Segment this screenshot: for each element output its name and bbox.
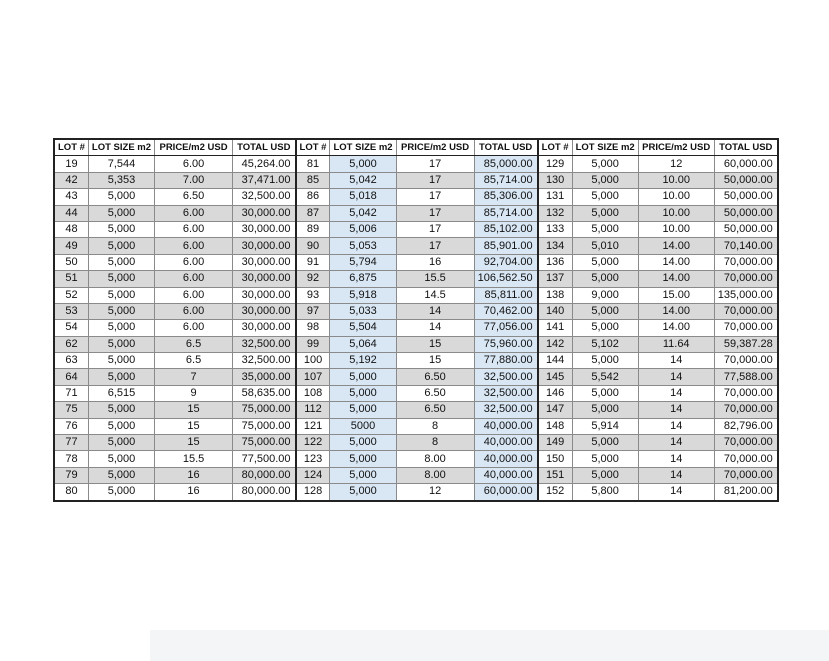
table-row [54, 369, 778, 385]
lot-number-cell: 138 [538, 287, 572, 303]
price-cell: 16 [155, 467, 233, 483]
price-cell: 10.00 [638, 189, 714, 205]
lot-size-cell: 5,000 [572, 156, 638, 172]
total-cell: 70,000.00 [714, 271, 778, 287]
lot-size-cell: 5000 [330, 418, 396, 434]
lot-number-cell: 99 [296, 336, 330, 352]
total-cell: 85,901.00 [474, 238, 538, 254]
price-cell: 14 [638, 484, 714, 501]
price-cell: 9 [155, 385, 233, 401]
total-cell: 106,562.50 [474, 271, 538, 287]
lot-number-cell: 134 [538, 238, 572, 254]
price-cell: 14 [638, 467, 714, 483]
lot-size-cell: 5,000 [88, 254, 154, 270]
price-cell: 17 [396, 189, 474, 205]
price-cell: 14 [638, 353, 714, 369]
table-row [54, 467, 778, 483]
table-row [54, 156, 778, 172]
lot-size-cell: 5,914 [572, 418, 638, 434]
price-cell: 14 [638, 451, 714, 467]
total-cell: 70,462.00 [474, 303, 538, 319]
total-cell: 40,000.00 [474, 435, 538, 451]
total-cell: 70,000.00 [714, 467, 778, 483]
lot-number-cell: 140 [538, 303, 572, 319]
total-cell: 32,500.00 [474, 369, 538, 385]
price-cell: 17 [396, 156, 474, 172]
total-cell: 75,000.00 [233, 402, 296, 418]
total-cell: 30,000.00 [233, 303, 296, 319]
lot-number-cell: 62 [54, 336, 88, 352]
lot-size-cell: 5,000 [330, 467, 396, 483]
table-row [54, 221, 778, 237]
lot-size-cell: 5,000 [88, 467, 154, 483]
total-cell: 30,000.00 [233, 221, 296, 237]
lot-size-cell: 5,000 [88, 435, 154, 451]
price-cell: 6.50 [155, 189, 233, 205]
lot-number-cell: 81 [296, 156, 330, 172]
price-cell: 17 [396, 238, 474, 254]
lot-number-cell: 42 [54, 172, 88, 188]
price-cell: 11.64 [638, 336, 714, 352]
table-row [54, 189, 778, 205]
total-cell: 70,000.00 [714, 254, 778, 270]
lot-number-cell: 93 [296, 287, 330, 303]
lot-size-cell: 5,042 [330, 172, 396, 188]
total-cell: 135,000.00 [714, 287, 778, 303]
lot-number-cell: 44 [54, 205, 88, 221]
header-total: TOTAL USD [474, 139, 538, 156]
lot-size-cell: 5,918 [330, 287, 396, 303]
lot-size-cell: 5,794 [330, 254, 396, 270]
table-row [54, 303, 778, 319]
lot-size-cell: 5,000 [88, 238, 154, 254]
price-cell: 15 [155, 402, 233, 418]
price-cell: 6.50 [396, 402, 474, 418]
lot-size-cell: 5,000 [572, 172, 638, 188]
total-cell: 75,000.00 [233, 435, 296, 451]
total-cell: 70,000.00 [714, 435, 778, 451]
total-cell: 85,102.00 [474, 221, 538, 237]
lot-size-cell: 5,000 [330, 451, 396, 467]
price-cell: 15 [396, 336, 474, 352]
lot-size-cell: 6,875 [330, 271, 396, 287]
lot-number-cell: 107 [296, 369, 330, 385]
total-cell: 50,000.00 [714, 172, 778, 188]
price-cell: 14 [638, 385, 714, 401]
lot-number-cell: 78 [54, 451, 88, 467]
price-cell: 14.00 [638, 320, 714, 336]
lot-number-cell: 50 [54, 254, 88, 270]
total-cell: 70,000.00 [714, 385, 778, 401]
lot-size-cell: 5,000 [88, 369, 154, 385]
lot-number-cell: 128 [296, 484, 330, 501]
lot-number-cell: 52 [54, 287, 88, 303]
price-cell: 14 [396, 303, 474, 319]
price-cell: 6.50 [396, 385, 474, 401]
lot-number-cell: 87 [296, 205, 330, 221]
lot-number-cell: 145 [538, 369, 572, 385]
total-cell: 85,000.00 [474, 156, 538, 172]
lot-size-cell: 5,000 [572, 320, 638, 336]
header-lot: LOT # [54, 139, 88, 156]
lot-number-cell: 77 [54, 435, 88, 451]
lot-number-cell: 100 [296, 353, 330, 369]
lot-size-cell: 5,000 [572, 303, 638, 319]
total-cell: 30,000.00 [233, 320, 296, 336]
lot-size-cell: 5,000 [88, 353, 154, 369]
lot-size-cell: 5,000 [572, 221, 638, 237]
lot-size-cell: 5,000 [88, 320, 154, 336]
price-cell: 15 [396, 353, 474, 369]
header-lot-size: LOT SIZE m2 [572, 139, 638, 156]
lot-size-cell: 6,515 [88, 385, 154, 401]
total-cell: 35,000.00 [233, 369, 296, 385]
lot-size-cell: 5,000 [330, 435, 396, 451]
price-cell: 14 [638, 435, 714, 451]
header-lot-size: LOT SIZE m2 [330, 139, 396, 156]
lot-number-cell: 148 [538, 418, 572, 434]
total-cell: 60,000.00 [474, 484, 538, 501]
lot-number-cell: 149 [538, 435, 572, 451]
price-cell: 7.00 [155, 172, 233, 188]
lot-number-cell: 53 [54, 303, 88, 319]
lot-number-cell: 150 [538, 451, 572, 467]
price-cell: 8.00 [396, 451, 474, 467]
price-cell: 14.5 [396, 287, 474, 303]
price-cell: 15.5 [396, 271, 474, 287]
total-cell: 50,000.00 [714, 189, 778, 205]
lot-size-cell: 5,000 [330, 385, 396, 401]
lot-number-cell: 151 [538, 467, 572, 483]
total-cell: 70,000.00 [714, 451, 778, 467]
lot-size-cell: 5,033 [330, 303, 396, 319]
lot-size-cell: 5,000 [330, 402, 396, 418]
lot-size-cell: 5,000 [88, 336, 154, 352]
price-cell: 14 [638, 402, 714, 418]
total-cell: 30,000.00 [233, 205, 296, 221]
price-cell: 10.00 [638, 205, 714, 221]
lot-size-cell: 5,018 [330, 189, 396, 205]
price-cell: 6.00 [155, 271, 233, 287]
price-cell: 6.50 [396, 369, 474, 385]
price-cell: 16 [396, 254, 474, 270]
total-cell: 58,635.00 [233, 385, 296, 401]
price-cell: 6.00 [155, 156, 233, 172]
lot-size-cell: 5,000 [88, 402, 154, 418]
price-cell: 6.5 [155, 336, 233, 352]
lot-number-cell: 85 [296, 172, 330, 188]
lot-size-cell: 5,102 [572, 336, 638, 352]
price-cell: 6.00 [155, 287, 233, 303]
lot-size-cell: 5,000 [572, 451, 638, 467]
lot-size-cell: 5,000 [88, 205, 154, 221]
lot-number-cell: 76 [54, 418, 88, 434]
lot-size-cell: 9,000 [572, 287, 638, 303]
price-cell: 15.00 [638, 287, 714, 303]
lot-number-cell: 144 [538, 353, 572, 369]
lot-number-cell: 86 [296, 189, 330, 205]
price-cell: 15 [155, 435, 233, 451]
total-cell: 45,264.00 [233, 156, 296, 172]
total-cell: 40,000.00 [474, 418, 538, 434]
header-total: TOTAL USD [233, 139, 296, 156]
total-cell: 50,000.00 [714, 205, 778, 221]
price-cell: 10.00 [638, 172, 714, 188]
table-row [54, 320, 778, 336]
total-cell: 80,000.00 [233, 467, 296, 483]
lot-number-cell: 137 [538, 271, 572, 287]
header-lot: LOT # [538, 139, 572, 156]
total-cell: 77,880.00 [474, 353, 538, 369]
lot-number-cell: 92 [296, 271, 330, 287]
table-body [54, 156, 778, 501]
lot-size-cell: 5,000 [330, 484, 396, 501]
price-cell: 16 [155, 484, 233, 501]
lot-size-cell: 5,000 [572, 205, 638, 221]
total-cell: 77,500.00 [233, 451, 296, 467]
price-cell: 6.5 [155, 353, 233, 369]
total-cell: 70,000.00 [714, 320, 778, 336]
lot-number-cell: 97 [296, 303, 330, 319]
lot-price-table [53, 138, 779, 502]
lot-size-cell: 5,800 [572, 484, 638, 501]
lot-size-cell: 5,504 [330, 320, 396, 336]
price-cell: 6.00 [155, 238, 233, 254]
lot-size-cell: 5,000 [330, 156, 396, 172]
price-cell: 6.00 [155, 320, 233, 336]
lot-number-cell: 63 [54, 353, 88, 369]
lot-number-cell: 108 [296, 385, 330, 401]
lot-number-cell: 129 [538, 156, 572, 172]
table-row [54, 336, 778, 352]
total-cell: 80,000.00 [233, 484, 296, 501]
total-cell: 30,000.00 [233, 238, 296, 254]
table-row [54, 402, 778, 418]
total-cell: 81,200.00 [714, 484, 778, 501]
lot-number-cell: 71 [54, 385, 88, 401]
lot-number-cell: 147 [538, 402, 572, 418]
table-row [54, 353, 778, 369]
total-cell: 70,000.00 [714, 353, 778, 369]
price-cell: 14.00 [638, 303, 714, 319]
table-row [54, 385, 778, 401]
lot-size-cell: 5,000 [88, 287, 154, 303]
total-cell: 32,500.00 [474, 385, 538, 401]
total-cell: 75,960.00 [474, 336, 538, 352]
lot-number-cell: 51 [54, 271, 88, 287]
table-row [54, 435, 778, 451]
lot-size-cell: 7,544 [88, 156, 154, 172]
lot-number-cell: 80 [54, 484, 88, 501]
lot-number-cell: 90 [296, 238, 330, 254]
total-cell: 85,714.00 [474, 205, 538, 221]
price-cell: 7 [155, 369, 233, 385]
total-cell: 85,306.00 [474, 189, 538, 205]
price-cell: 14 [638, 369, 714, 385]
total-cell: 77,056.00 [474, 320, 538, 336]
lot-number-cell: 75 [54, 402, 88, 418]
total-cell: 30,000.00 [233, 271, 296, 287]
lot-number-cell: 64 [54, 369, 88, 385]
lot-number-cell: 98 [296, 320, 330, 336]
header-total: TOTAL USD [714, 139, 778, 156]
lot-size-cell: 5,000 [572, 271, 638, 287]
price-cell: 17 [396, 221, 474, 237]
lot-size-cell: 5,000 [88, 189, 154, 205]
lot-number-cell: 49 [54, 238, 88, 254]
lot-size-cell: 5,010 [572, 238, 638, 254]
lot-size-cell: 5,000 [572, 385, 638, 401]
lot-size-cell: 5,000 [572, 402, 638, 418]
lot-number-cell: 91 [296, 254, 330, 270]
table-row [54, 484, 778, 501]
lot-number-cell: 48 [54, 221, 88, 237]
table-row [54, 254, 778, 270]
table-row [54, 418, 778, 434]
price-cell: 17 [396, 172, 474, 188]
price-cell: 14.00 [638, 238, 714, 254]
total-cell: 70,000.00 [714, 303, 778, 319]
lot-size-cell: 5,000 [572, 254, 638, 270]
price-cell: 12 [396, 484, 474, 501]
price-cell: 12 [638, 156, 714, 172]
lot-number-cell: 54 [54, 320, 88, 336]
total-cell: 70,140.00 [714, 238, 778, 254]
lot-number-cell: 122 [296, 435, 330, 451]
lot-size-cell: 5,000 [88, 221, 154, 237]
total-cell: 85,714.00 [474, 172, 538, 188]
lot-number-cell: 132 [538, 205, 572, 221]
total-cell: 30,000.00 [233, 254, 296, 270]
total-cell: 32,500.00 [233, 353, 296, 369]
lot-size-cell: 5,000 [330, 369, 396, 385]
total-cell: 60,000.00 [714, 156, 778, 172]
lot-number-cell: 124 [296, 467, 330, 483]
lot-number-cell: 136 [538, 254, 572, 270]
price-cell: 8 [396, 418, 474, 434]
price-cell: 14 [396, 320, 474, 336]
table-row [54, 205, 778, 221]
table-row [54, 287, 778, 303]
price-cell: 17 [396, 205, 474, 221]
total-cell: 70,000.00 [714, 402, 778, 418]
lot-size-cell: 5,542 [572, 369, 638, 385]
lot-number-cell: 89 [296, 221, 330, 237]
lot-number-cell: 79 [54, 467, 88, 483]
total-cell: 77,588.00 [714, 369, 778, 385]
table-row [54, 172, 778, 188]
lot-size-cell: 5,000 [88, 303, 154, 319]
header-price: PRICE/m2 USD [155, 139, 233, 156]
total-cell: 37,471.00 [233, 172, 296, 188]
lot-size-cell: 5,000 [572, 435, 638, 451]
price-cell: 6.00 [155, 254, 233, 270]
lot-number-cell: 133 [538, 221, 572, 237]
price-cell: 14.00 [638, 271, 714, 287]
total-cell: 92,704.00 [474, 254, 538, 270]
total-cell: 85,811.00 [474, 287, 538, 303]
lot-size-cell: 5,000 [572, 467, 638, 483]
lot-number-cell: 130 [538, 172, 572, 188]
table-row [54, 271, 778, 287]
lot-size-cell: 5,042 [330, 205, 396, 221]
total-cell: 40,000.00 [474, 467, 538, 483]
total-cell: 40,000.00 [474, 451, 538, 467]
lot-number-cell: 142 [538, 336, 572, 352]
bottom-strip [150, 630, 829, 661]
table-row [54, 238, 778, 254]
lot-number-cell: 152 [538, 484, 572, 501]
total-cell: 50,000.00 [714, 221, 778, 237]
price-cell: 6.00 [155, 205, 233, 221]
price-cell: 6.00 [155, 221, 233, 237]
lot-number-cell: 131 [538, 189, 572, 205]
lot-size-cell: 5,000 [88, 271, 154, 287]
lot-size-cell: 5,064 [330, 336, 396, 352]
price-cell: 8 [396, 435, 474, 451]
lot-number-cell: 146 [538, 385, 572, 401]
lot-number-cell: 141 [538, 320, 572, 336]
total-cell: 32,500.00 [233, 336, 296, 352]
lot-size-cell: 5,006 [330, 221, 396, 237]
lot-size-cell: 5,000 [572, 189, 638, 205]
price-cell: 6.00 [155, 303, 233, 319]
lot-number-cell: 112 [296, 402, 330, 418]
lot-size-cell: 5,053 [330, 238, 396, 254]
header-price: PRICE/m2 USD [396, 139, 474, 156]
price-cell: 15.5 [155, 451, 233, 467]
price-cell: 10.00 [638, 221, 714, 237]
header-row [54, 139, 778, 156]
lot-number-cell: 19 [54, 156, 88, 172]
price-cell: 14 [638, 418, 714, 434]
table-row [54, 451, 778, 467]
total-cell: 30,000.00 [233, 287, 296, 303]
total-cell: 59,387.28 [714, 336, 778, 352]
lot-size-cell: 5,000 [88, 418, 154, 434]
lot-number-cell: 123 [296, 451, 330, 467]
lot-number-cell: 43 [54, 189, 88, 205]
total-cell: 32,500.00 [233, 189, 296, 205]
header-lot: LOT # [296, 139, 330, 156]
lot-size-cell: 5,000 [88, 451, 154, 467]
header-price: PRICE/m2 USD [638, 139, 714, 156]
lot-size-cell: 5,000 [572, 353, 638, 369]
total-cell: 75,000.00 [233, 418, 296, 434]
price-cell: 15 [155, 418, 233, 434]
price-cell: 14.00 [638, 254, 714, 270]
lot-number-cell: 121 [296, 418, 330, 434]
header-lot-size: LOT SIZE m2 [88, 139, 154, 156]
total-cell: 82,796.00 [714, 418, 778, 434]
total-cell: 32,500.00 [474, 402, 538, 418]
lot-size-cell: 5,353 [88, 172, 154, 188]
price-cell: 8.00 [396, 467, 474, 483]
lot-size-cell: 5,000 [88, 484, 154, 501]
lot-size-cell: 5,192 [330, 353, 396, 369]
